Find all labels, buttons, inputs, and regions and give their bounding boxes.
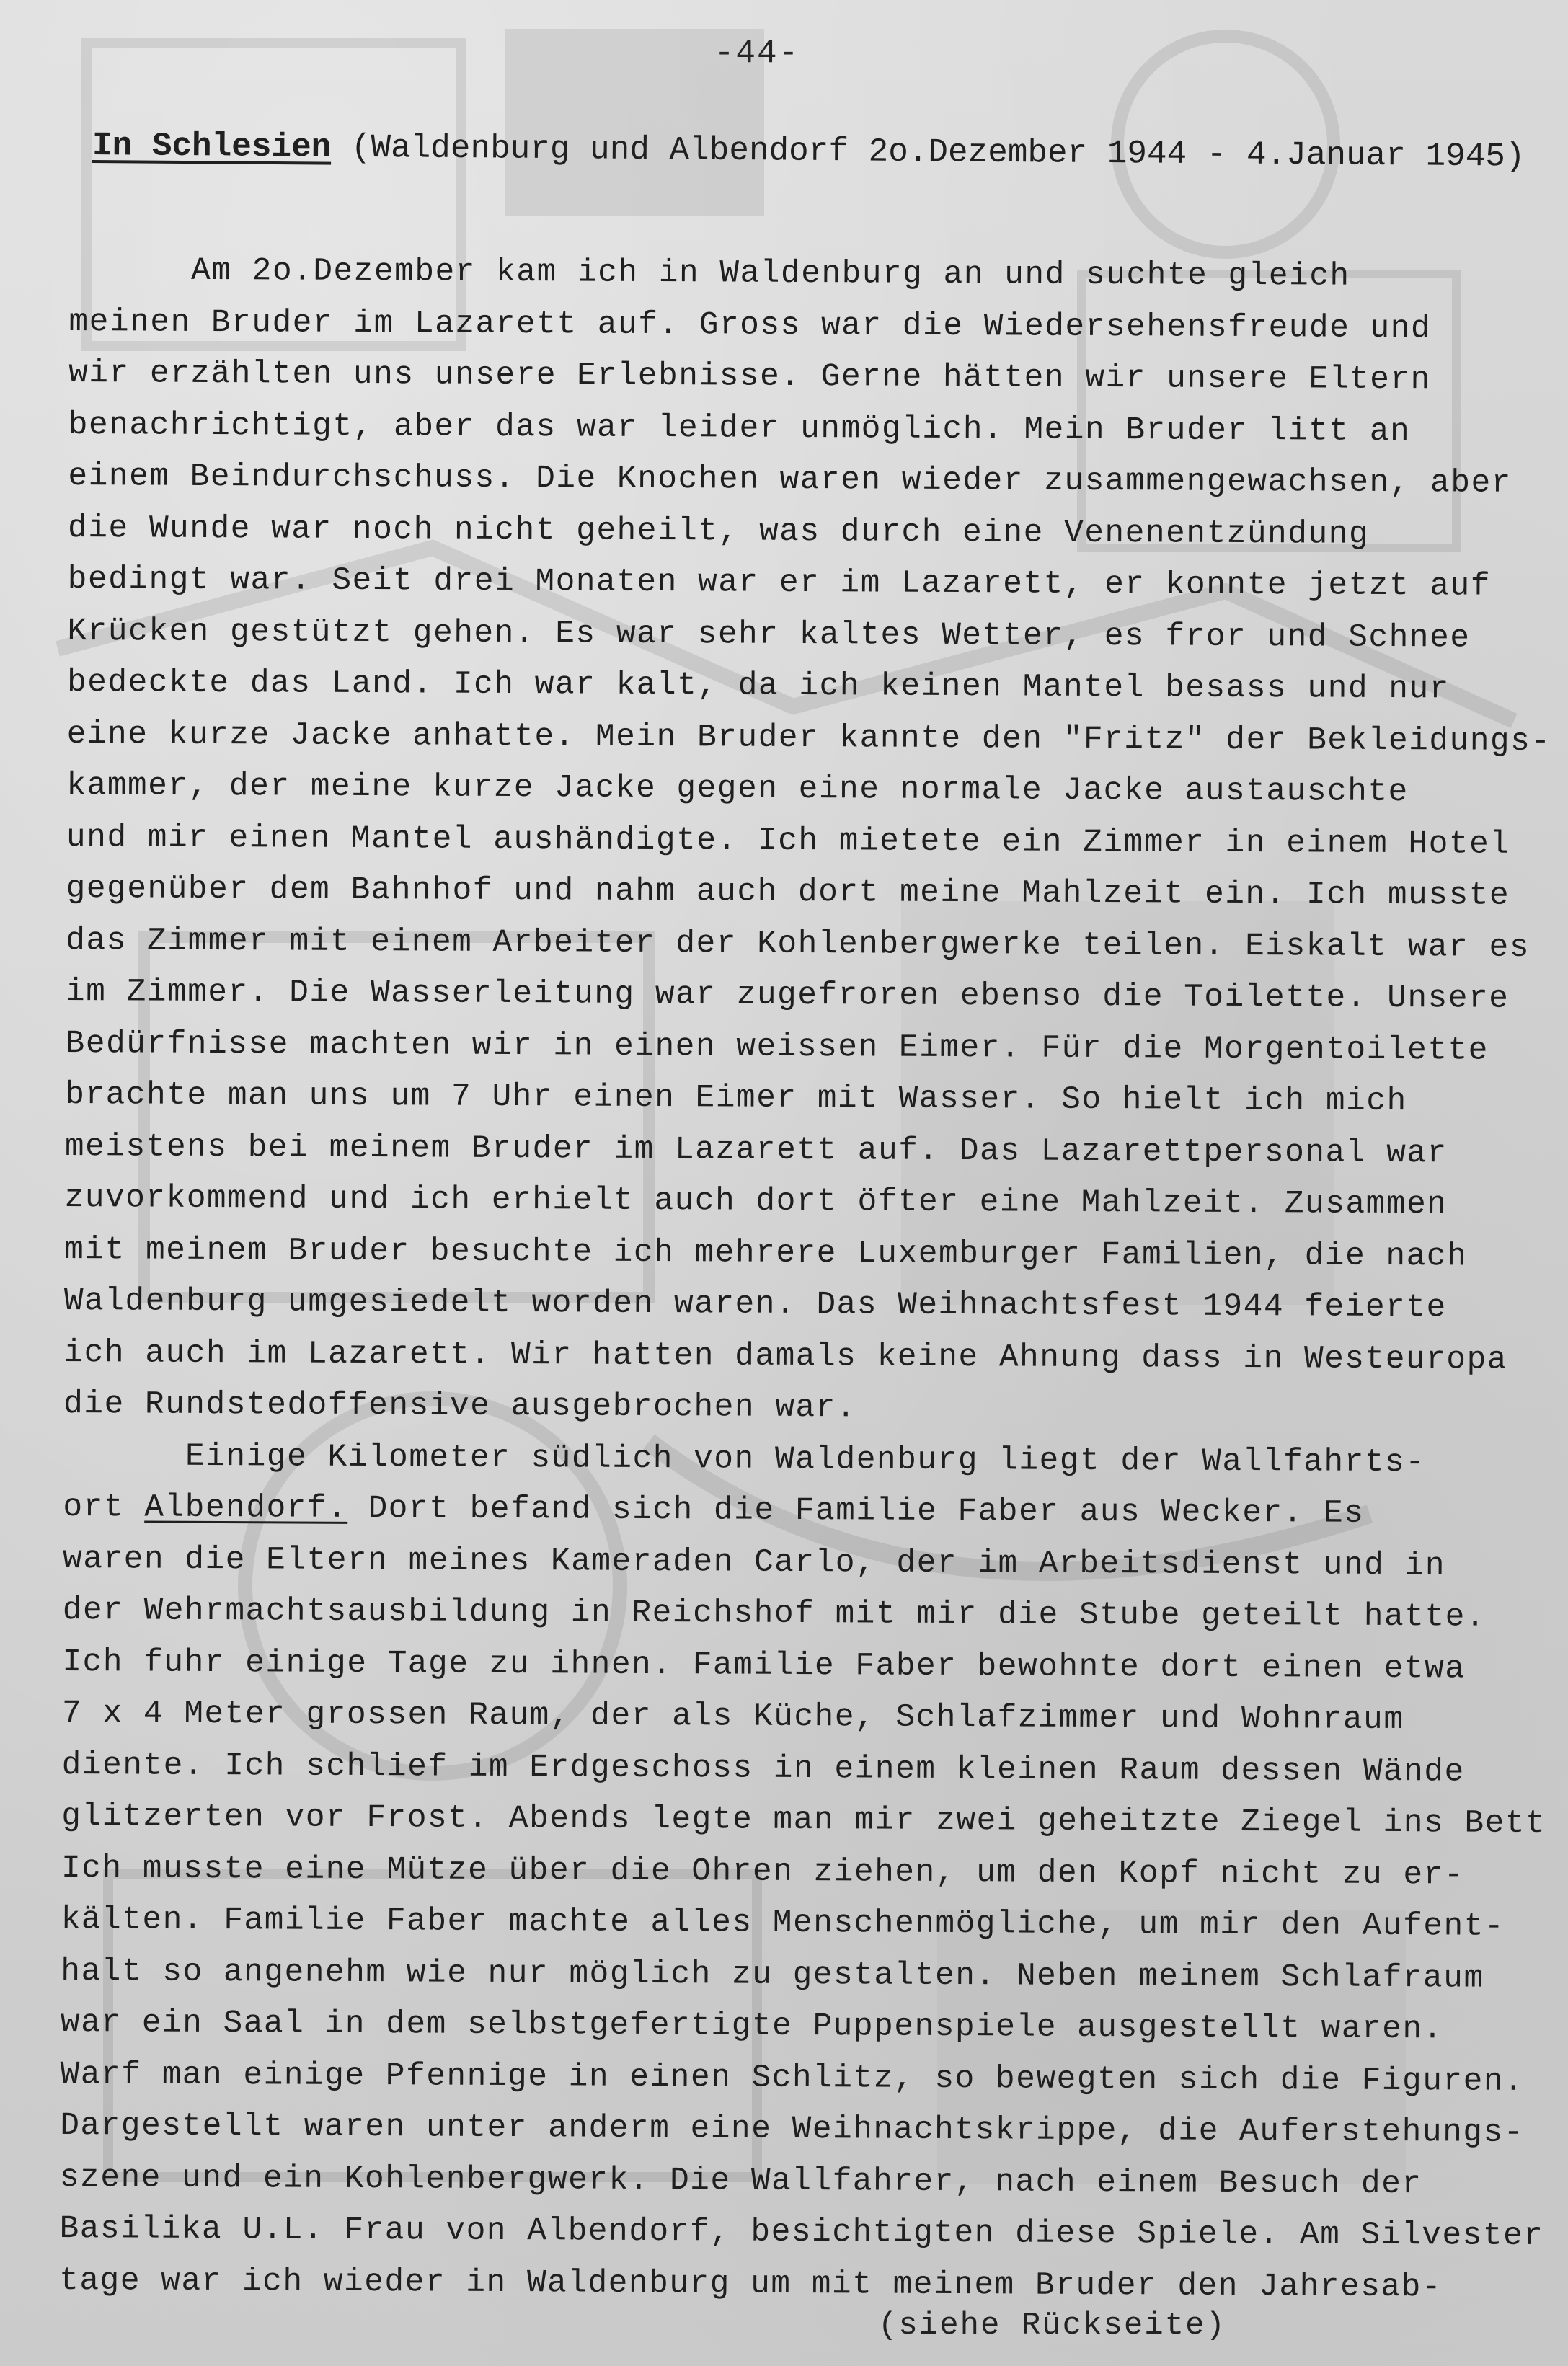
- text-fragment: ort: [63, 1489, 145, 1526]
- text-line: diente. Ich schlief im Erdgeschoss in einem kleinen Raum dessen Wände: [61, 1747, 1465, 1790]
- text-line: ich auch im Lazarett. Wir hatten damals keine Ahnung dass in Westeuropa: [63, 1334, 1508, 1378]
- text-line: Bedürfnisse machten wir in einen weissen Eimer. Für die Morgentoilette: [65, 1025, 1489, 1069]
- text-line: benachrichtigt, aber das war leider unmöglich. Mein Bruder litt an: [68, 407, 1411, 450]
- text-line: Krücken gestützt gehen. Es war sehr kaltes Wetter, es fror und Schnee: [67, 613, 1471, 657]
- text-line: kammer, der meine kurze Jacke gegen eine normale Jacke austauschte: [66, 767, 1409, 811]
- continuation-note: (siehe Rückseite): [878, 2308, 1226, 2344]
- text-line: Basilika U.L. Frau von Albendorf, besichtigten diese Spiele. Am Silvester: [59, 2210, 1544, 2255]
- text-line: brachte man uns um 7 Uhr einen Eimer mit Wasser. So hielt ich mich: [65, 1076, 1407, 1120]
- text-fragment: Dort befand sich die Familie Faber aus Wecker. Es: [347, 1490, 1365, 1532]
- text-line: und mir einen Mantel aushändigte. Ich mietete ein Zimmer in einem Hotel: [66, 819, 1510, 863]
- text-line: Warf man einige Pfennige in einen Schlitz, so bewegten sich die Figuren.: [60, 2056, 1525, 2100]
- place-name-albendorf: Albendorf.: [144, 1489, 348, 1527]
- chapter-title: In Schlesien: [92, 127, 332, 167]
- text-line: bedeckte das Land. Ich war kalt, da ich keinen Mantel besass und nur: [66, 664, 1450, 708]
- text-line: Waldenburg umgesiedelt worden waren. Das Weihnachtsfest 1944 feierte: [63, 1282, 1447, 1326]
- text-line: das Zimmer mit einem Arbeiter der Kohlenbergwerke teilen. Eiskalt war es: [66, 922, 1531, 966]
- text-line: kälten. Familie Faber machte alles Menschenmögliche, um mir den Aufent-: [61, 1901, 1505, 1945]
- text-line: tage war ich wieder in Waldenburg um mit meinem Bruder den Jahresab-: [59, 2262, 1443, 2305]
- text-line: Einige Kilometer südlich von Waldenburg liegt der Wallfahrts-: [63, 1437, 1426, 1481]
- text-line: 7 x 4 Meter grossen Raum, der als Küche, Schlafzimmer und Wohnraum: [61, 1695, 1404, 1739]
- text-line: Dargestellt waren unter anderm eine Weihnachtskrippe, die Auferstehungs-: [60, 2107, 1525, 2151]
- text-line: glitzerten vor Frost. Abends legte man mir zwei geheitzte Ziegel ins Bett: [61, 1798, 1546, 1843]
- text-line: wir erzählten uns unsere Erlebnisse. Gerne hätten wir unsere Eltern: [68, 355, 1431, 399]
- text-line: einem Beindurchschuss. Die Knochen waren wieder zusammengewachsen, aber: [68, 458, 1512, 502]
- text-line: eine kurze Jacke anhatte. Mein Bruder kannte den "Fritz" der Bekleidungs-: [66, 716, 1551, 760]
- text-line: meistens bei meinem Bruder im Lazarett auf. Das Lazarettpersonal war: [64, 1128, 1448, 1171]
- text-line: im Zimmer. Die Wasserleitung war zugefroren ebenso die Toilette. Unsere: [65, 973, 1510, 1017]
- page-number: -44-: [714, 35, 800, 72]
- text-line: Am 2o.Dezember kam ich in Waldenburg an und suchte gleich: [68, 252, 1350, 295]
- text-line: die Rundstedoffensive ausgebrochen war.: [63, 1386, 857, 1427]
- chapter-heading: [92, 124, 1541, 179]
- text-line: waren die Eltern meines Kameraden Carlo, der im Arbeitsdienst und in: [62, 1541, 1446, 1584]
- text-line: meinen Bruder im Lazarett auf. Gross war die Wiedersehensfreude und: [68, 303, 1432, 347]
- text-line: gegenüber dem Bahnhof und nahm auch dort meine Mahlzeit ein. Ich musste: [66, 870, 1510, 914]
- text-line: mit meinem Bruder besuchte ich mehrere Luxemburger Familien, die nach: [64, 1231, 1468, 1275]
- text-line: szene und ein Kohlenbergwerk. Die Wallfahrer, nach einem Besuch der: [59, 2159, 1422, 2202]
- text-line: der Wehrmachtsausbildung in Reichshof mit mir die Stube geteilt hatte.: [62, 1592, 1487, 1636]
- text-line: Ich musste eine Mütze über die Ohren ziehen, um den Kopf nicht zu er-: [61, 1850, 1465, 1893]
- body-text: [59, 245, 1551, 2314]
- text-line-albendorf: [63, 1482, 1541, 1541]
- chapter-subtitle: (Waldenburg und Albendorf 2o.Dezember 1944 - 4.Januar 1945): [350, 128, 1525, 176]
- text-line: war ein Saal in dem selbstgefertigte Puppenspiele ausgestellt waren.: [60, 2004, 1443, 2048]
- text-line: Ich fuhr einige Tage zu ihnen. Familie Faber bewohnte dort einen etwa: [62, 1644, 1466, 1687]
- text-line: zuvorkommend und ich erhielt auch dort öfter eine Mahlzeit. Zusammen: [64, 1179, 1448, 1223]
- text-line: die Wunde war noch nicht geheilt, was durch eine Venenentzündung: [67, 510, 1370, 553]
- text-line: bedingt war. Seit drei Monaten war er im Lazarett, er konnte jetzt auf: [67, 561, 1492, 605]
- text-line: halt so angenehm wie nur möglich zu gestalten. Neben meinem Schlafraum: [61, 1953, 1484, 1997]
